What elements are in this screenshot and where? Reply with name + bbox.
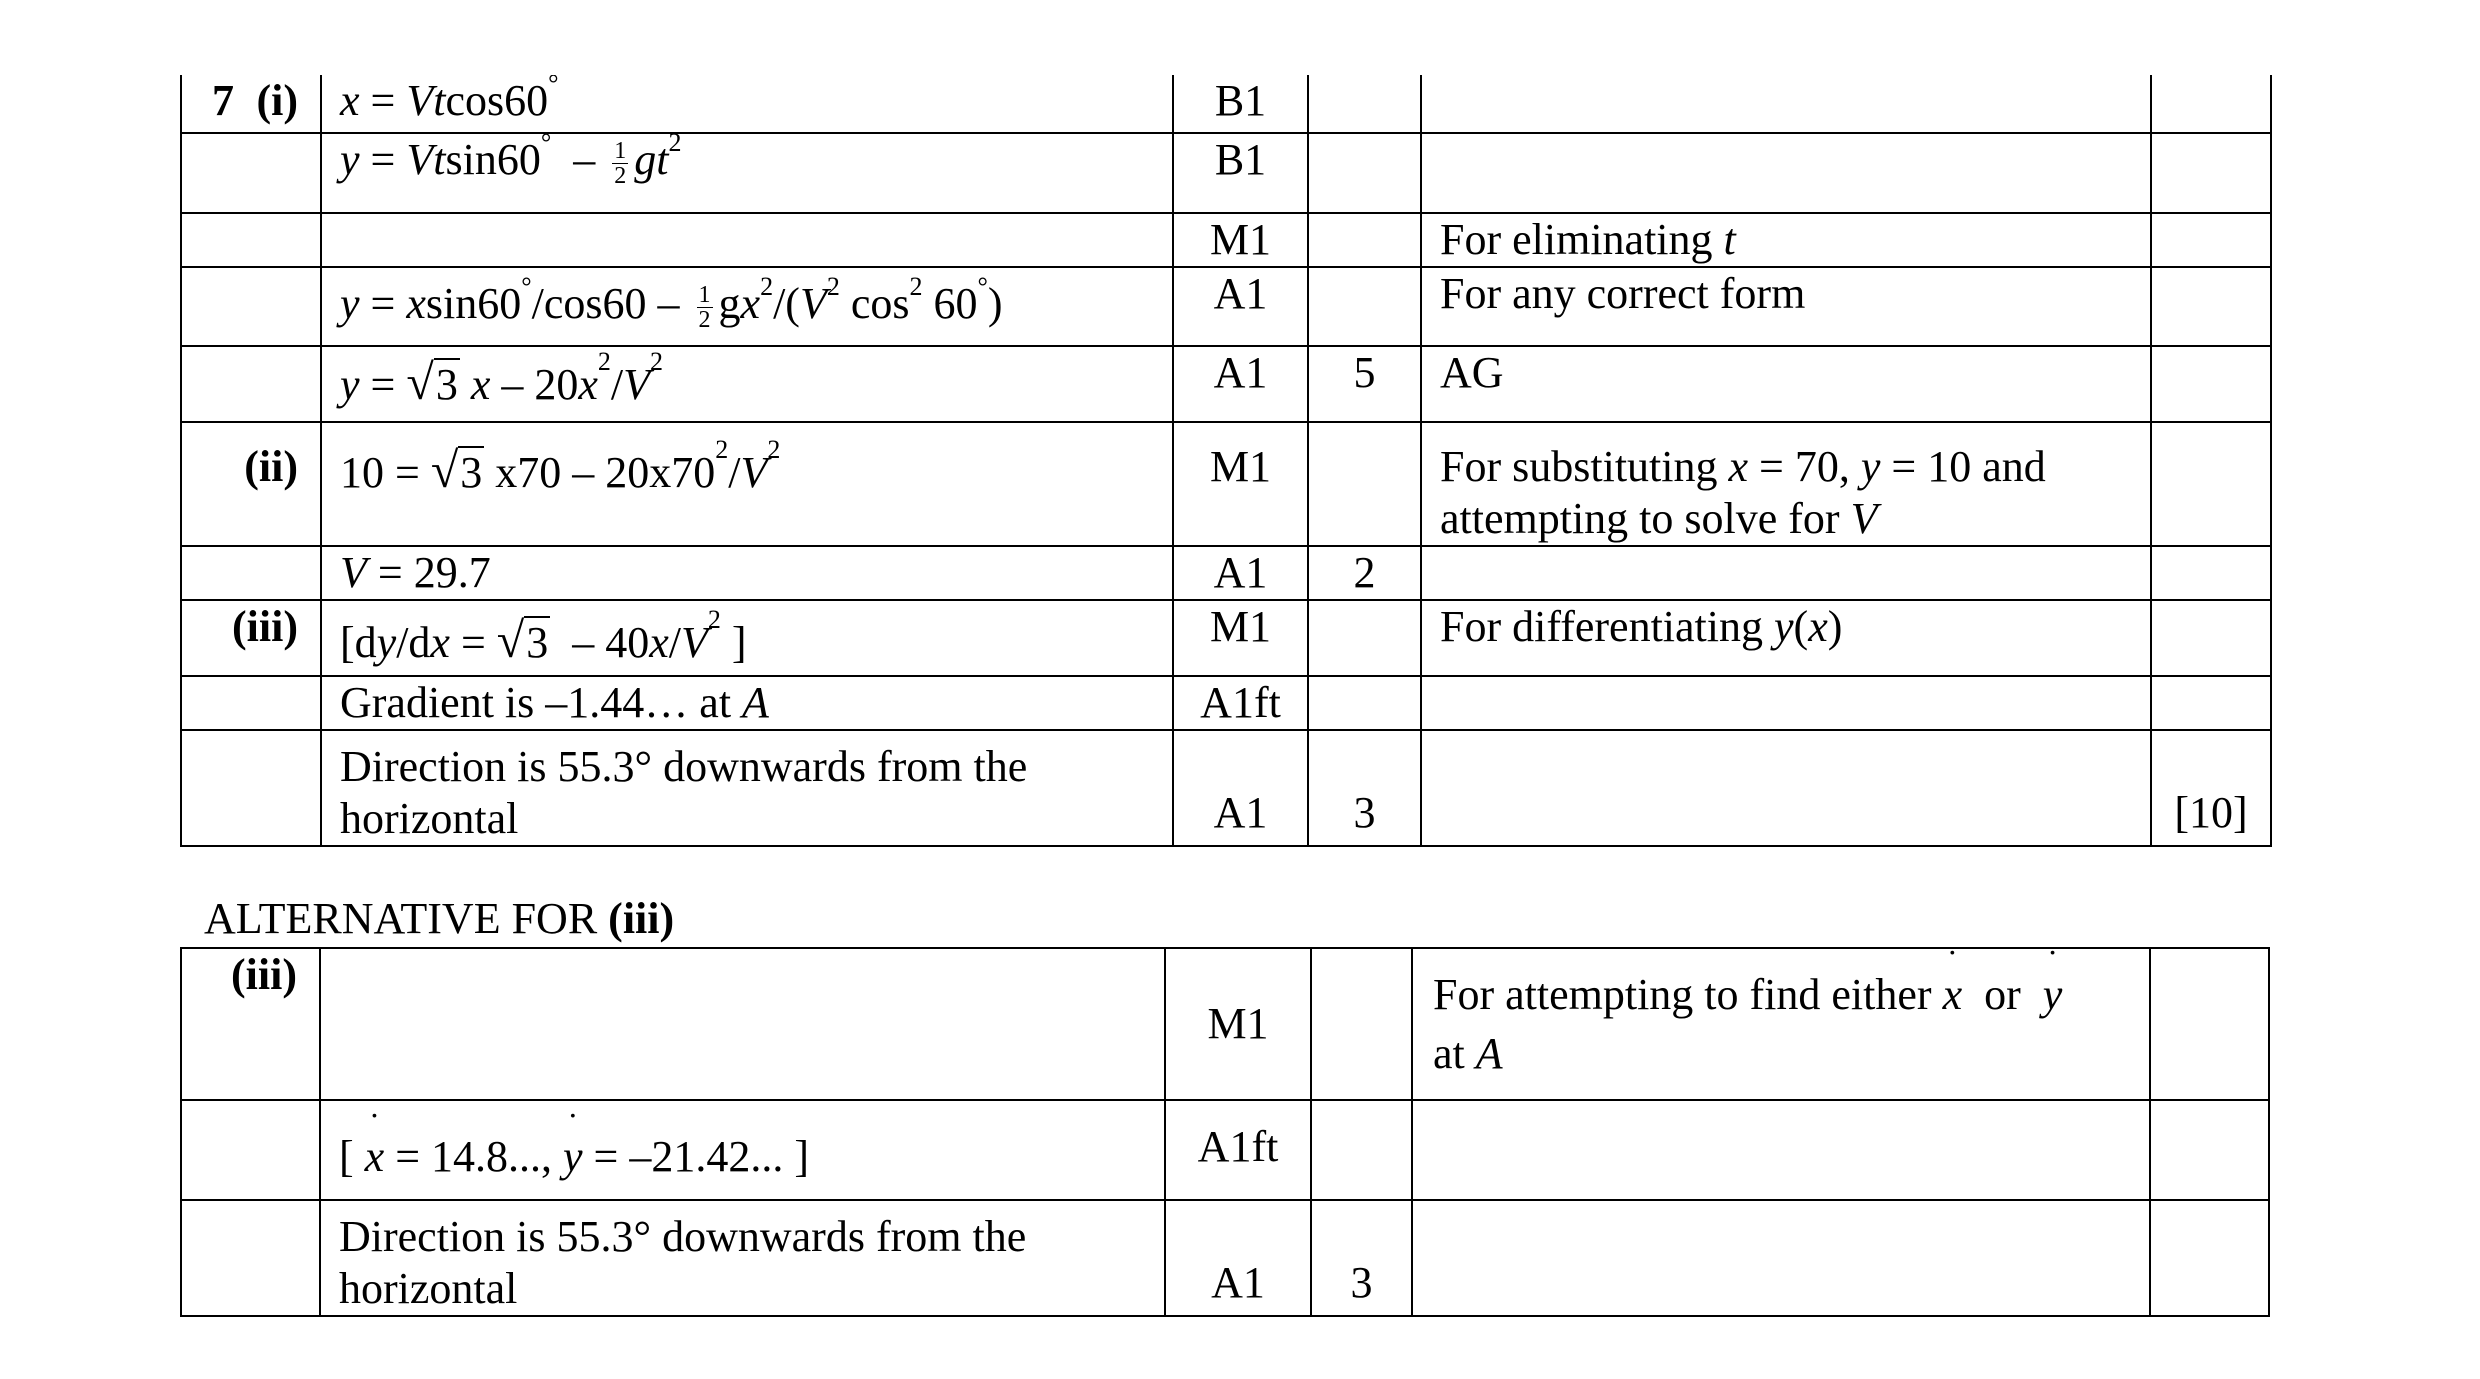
table-row	[181, 730, 2271, 846]
table-row	[181, 213, 2271, 267]
total-cell: 2	[1308, 546, 1421, 600]
total-cell	[1308, 422, 1421, 546]
table-row	[181, 346, 2271, 422]
mark-cell: B1	[1173, 133, 1308, 213]
table-row	[181, 75, 2271, 133]
extra-cell	[2151, 676, 2271, 730]
part-cell	[181, 1100, 320, 1200]
part-cell	[181, 546, 321, 600]
mark-cell: A1	[1165, 1200, 1311, 1316]
comment-cell	[1421, 75, 2151, 133]
comment-cell: For eliminating t	[1421, 213, 2151, 267]
table-row	[181, 133, 2271, 213]
total-cell: 3	[1308, 730, 1421, 846]
mark-cell: A1ft	[1165, 1100, 1311, 1200]
working-cell: Direction is 55.3° downwards from the horizontal	[321, 730, 1173, 846]
mark-cell: B1	[1173, 75, 1308, 133]
working-cell: y = xsin60°/cos60 – $\frac{1}{2}$ $gx^2/(V^2$ $\cos^2 60^\circ$)	[321, 267, 1173, 346]
question-number: 7	[212, 76, 234, 125]
table-row	[181, 600, 2271, 676]
extra-cell	[2151, 422, 2271, 546]
comment-cell	[1421, 133, 2151, 213]
total-cell: 3	[1311, 1200, 1412, 1316]
mark-cell: A1	[1173, 267, 1308, 346]
total-cell	[1308, 676, 1421, 730]
working-cell: x = Vtcos60°	[321, 75, 1173, 133]
extra-cell	[2151, 213, 2271, 267]
part-cell: (iii)	[181, 600, 321, 676]
mark-cell: M1	[1173, 600, 1308, 676]
part-cell	[181, 1200, 320, 1316]
mark-cell: A1	[1173, 346, 1308, 422]
mark-cell: A1	[1173, 546, 1308, 600]
total-cell	[1308, 600, 1421, 676]
comment-cell	[1421, 730, 2151, 846]
part-cell: (iii)	[181, 948, 320, 1100]
comment-cell: For any correct form	[1421, 267, 2151, 346]
comment-cell	[1421, 676, 2151, 730]
table-row	[181, 1100, 2269, 1200]
mark-cell: M1	[1165, 948, 1311, 1100]
comment-cell: For substituting x = 70, y = 10 and attempting to solve for V	[1421, 422, 2151, 546]
total-cell	[1308, 75, 1421, 133]
comment-cell: For differentiating y(x)	[1421, 600, 2151, 676]
table-row	[181, 546, 2271, 600]
extra-cell	[2150, 1100, 2269, 1200]
comment-cell	[1421, 546, 2151, 600]
mark-cell: M1	[1173, 213, 1308, 267]
extra-cell	[2151, 75, 2271, 133]
extra-cell	[2151, 133, 2271, 213]
comment-cell: AG	[1421, 346, 2151, 422]
table-row	[181, 1200, 2269, 1316]
working-cell: V = 29.7	[321, 546, 1173, 600]
extra-cell	[2150, 948, 2269, 1100]
extra-cell: [10]	[2151, 730, 2271, 846]
working-cell	[320, 948, 1165, 1100]
mark-cell: A1	[1173, 730, 1308, 846]
total-cell	[1308, 213, 1421, 267]
working-cell: 10 = √3 $x70 - 20x70^2/V^2$	[321, 422, 1173, 546]
table-row	[181, 267, 2271, 346]
working-cell	[321, 213, 1173, 267]
part-cell: 7 (i)	[181, 75, 321, 133]
total-cell	[1311, 948, 1412, 1100]
working-cell: [ · x = 14.8..., · y = –21.42... ]	[320, 1100, 1165, 1200]
working-cell: Gradient is –1.44… at A	[321, 676, 1173, 730]
part-cell: (ii)	[181, 422, 321, 546]
total-cell	[1308, 133, 1421, 213]
mark-scheme-table	[180, 75, 2272, 847]
alternative-heading: ALTERNATIVE FOR (iii)	[204, 894, 675, 943]
total-cell	[1311, 1100, 1412, 1200]
part-cell	[181, 676, 321, 730]
working-cell: Direction is 55.3° downwards from the horizontal	[320, 1200, 1165, 1316]
part-cell	[181, 267, 321, 346]
table-row	[181, 676, 2271, 730]
part-cell	[181, 213, 321, 267]
comment-cell	[1412, 1100, 2150, 1200]
table-row	[181, 422, 2271, 546]
extra-cell	[2151, 546, 2271, 600]
extra-cell	[2150, 1200, 2269, 1316]
comment-cell: For attempting to find either · x or · y at A	[1412, 948, 2150, 1100]
part-cell	[181, 133, 321, 213]
working-cell: [$dy/dx = √3 - 40x/V^2$ ]	[321, 600, 1173, 676]
part-cell	[181, 346, 321, 422]
mark-cell: A1ft	[1173, 676, 1308, 730]
part-cell	[181, 730, 321, 846]
total-cell	[1308, 267, 1421, 346]
extra-cell	[2151, 600, 2271, 676]
extra-cell	[2151, 346, 2271, 422]
extra-cell	[2151, 267, 2271, 346]
alternative-table	[180, 947, 2270, 1317]
working-cell: y = Vtsin60° – $\frac{1}{2}$ $gt^2$	[321, 133, 1173, 213]
comment-cell	[1412, 1200, 2150, 1316]
total-cell: 5	[1308, 346, 1421, 422]
table-row	[181, 948, 2269, 1100]
working-cell: y = √3 x – $20x^2/V^2$	[321, 346, 1173, 422]
mark-cell: M1	[1173, 422, 1308, 546]
